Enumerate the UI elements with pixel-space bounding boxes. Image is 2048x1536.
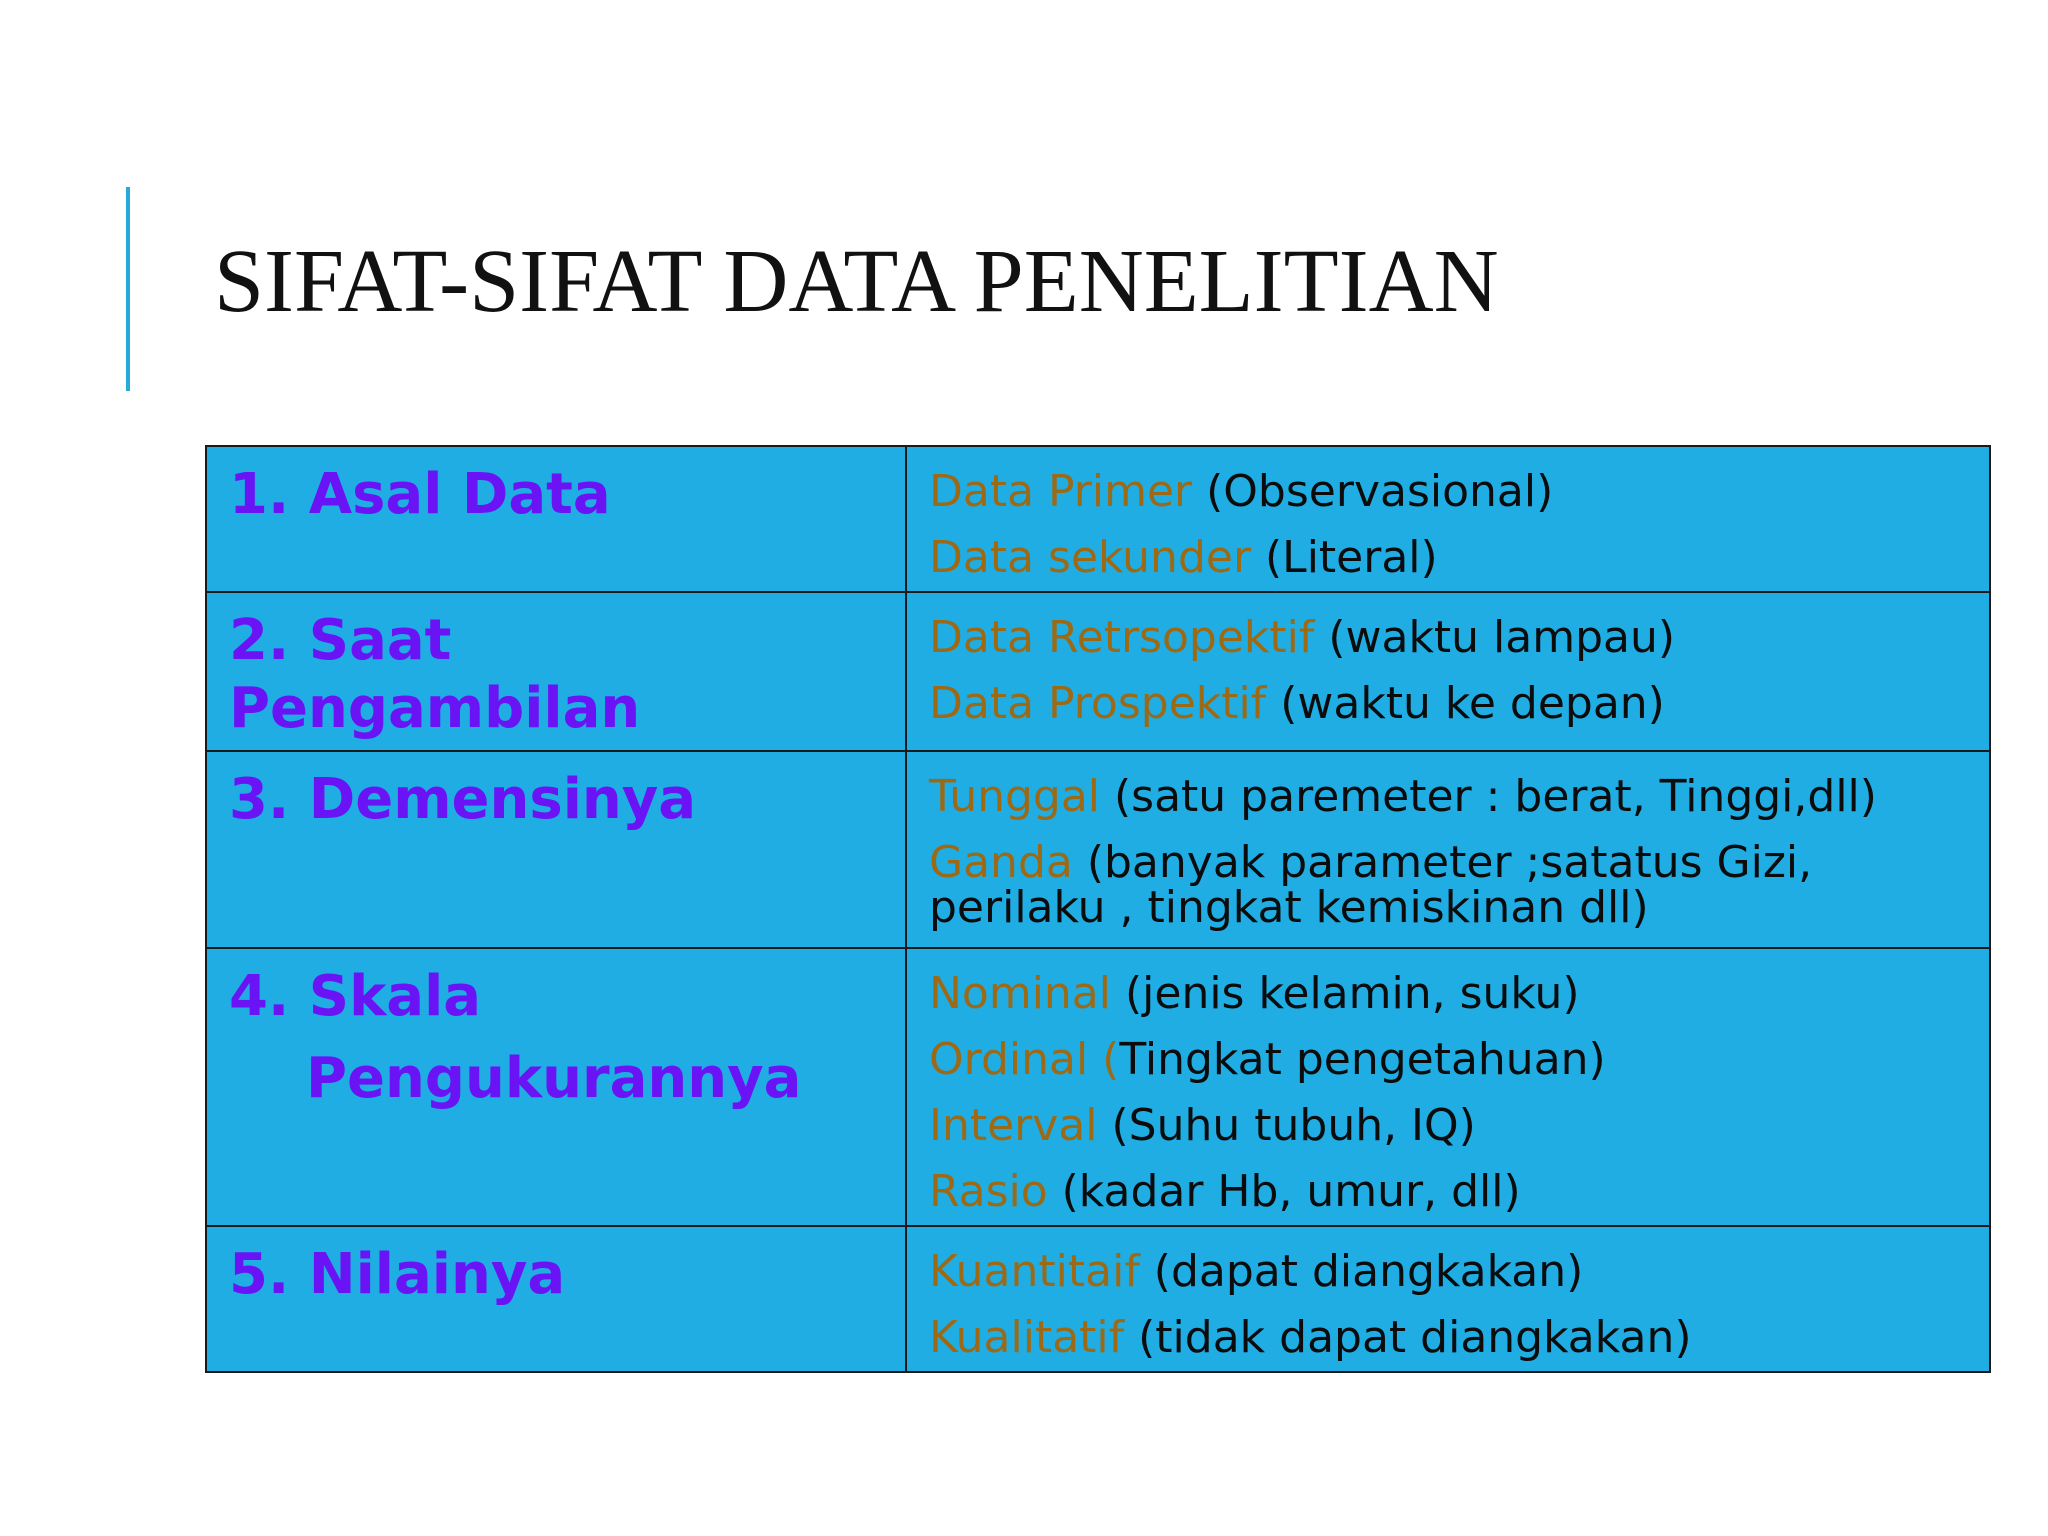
value-term: Data sekunder (929, 532, 1252, 583)
value-line (929, 961, 1967, 1027)
values-cell (906, 751, 1990, 948)
category-label: 5. Nilainya (229, 1242, 566, 1307)
category-label (229, 963, 883, 1113)
table-row (206, 1226, 1990, 1372)
category-label: 3. Demensinya (229, 767, 697, 832)
value-line (929, 1027, 1967, 1093)
values-cell (906, 592, 1990, 751)
value-line (929, 1305, 1967, 1371)
value-term: Data Prospektif (929, 678, 1267, 729)
values-cell (906, 446, 1990, 592)
value-term: Data Retrsopektif (929, 612, 1315, 663)
value-term: Ordinal ( (929, 1034, 1120, 1085)
properties-table (205, 445, 1991, 1373)
slide-title: SIFAT-SIFAT DATA PENELITIAN (214, 232, 1499, 331)
category-cell (206, 948, 906, 1226)
values-cell (906, 948, 1990, 1226)
value-line (929, 605, 1967, 671)
value-term: Interval (929, 1100, 1098, 1151)
value-desc: (jenis kelamin, suku) (1111, 968, 1580, 1019)
value-term: Data Primer (929, 466, 1193, 517)
category-label-line2: Pengukurannya (306, 1046, 802, 1111)
value-line (929, 671, 1967, 737)
value-term: Kuantitaif (929, 1246, 1140, 1297)
title-accent-bar (126, 187, 130, 391)
value-line (929, 459, 1967, 525)
value-term: Kualitatif (929, 1312, 1125, 1363)
values-cell (906, 1226, 1990, 1372)
value-desc: (kadar Hb, umur, dll) (1047, 1166, 1521, 1217)
category-cell (206, 1226, 906, 1372)
table-row (206, 446, 1990, 592)
value-desc-continuation: perilaku , tingkat kemiskinan dll) (929, 882, 1649, 933)
category-label-line1: 4. Skala (229, 964, 482, 1029)
value-desc: (waktu ke depan) (1266, 678, 1665, 729)
value-desc: (Literal) (1251, 532, 1438, 583)
value-desc: (waktu lampau) (1314, 612, 1676, 663)
value-term: Ganda (929, 837, 1073, 888)
value-line (929, 1239, 1967, 1305)
value-desc: Tingkat pengetahuan) (1119, 1034, 1606, 1085)
value-desc: (Suhu tubuh, IQ) (1097, 1100, 1476, 1151)
value-desc: (tidak dapat diangkakan) (1124, 1312, 1692, 1363)
value-line (929, 830, 1967, 933)
value-desc: (satu paremeter : berat, Tinggi,dll) (1100, 771, 1877, 822)
value-term: Rasio (929, 1166, 1048, 1217)
value-desc: (Observasional) (1192, 466, 1554, 517)
value-term: Tunggal (929, 771, 1101, 822)
value-line (929, 764, 1967, 830)
value-term: Nominal (929, 968, 1111, 1019)
value-line (929, 1093, 1967, 1159)
value-desc: (banyak parameter ;satatus Gizi, (1072, 837, 1813, 888)
value-line (929, 525, 1967, 591)
category-label: 2. Saat Pengambilan (229, 608, 641, 741)
table-row (206, 751, 1990, 948)
value-desc: (dapat diangkakan) (1139, 1246, 1584, 1297)
category-cell (206, 592, 906, 751)
category-label: 1. Asal Data (229, 462, 611, 527)
table-row (206, 948, 1990, 1226)
value-line (929, 1159, 1967, 1225)
category-cell (206, 446, 906, 592)
category-cell (206, 751, 906, 948)
table-row (206, 592, 1990, 751)
